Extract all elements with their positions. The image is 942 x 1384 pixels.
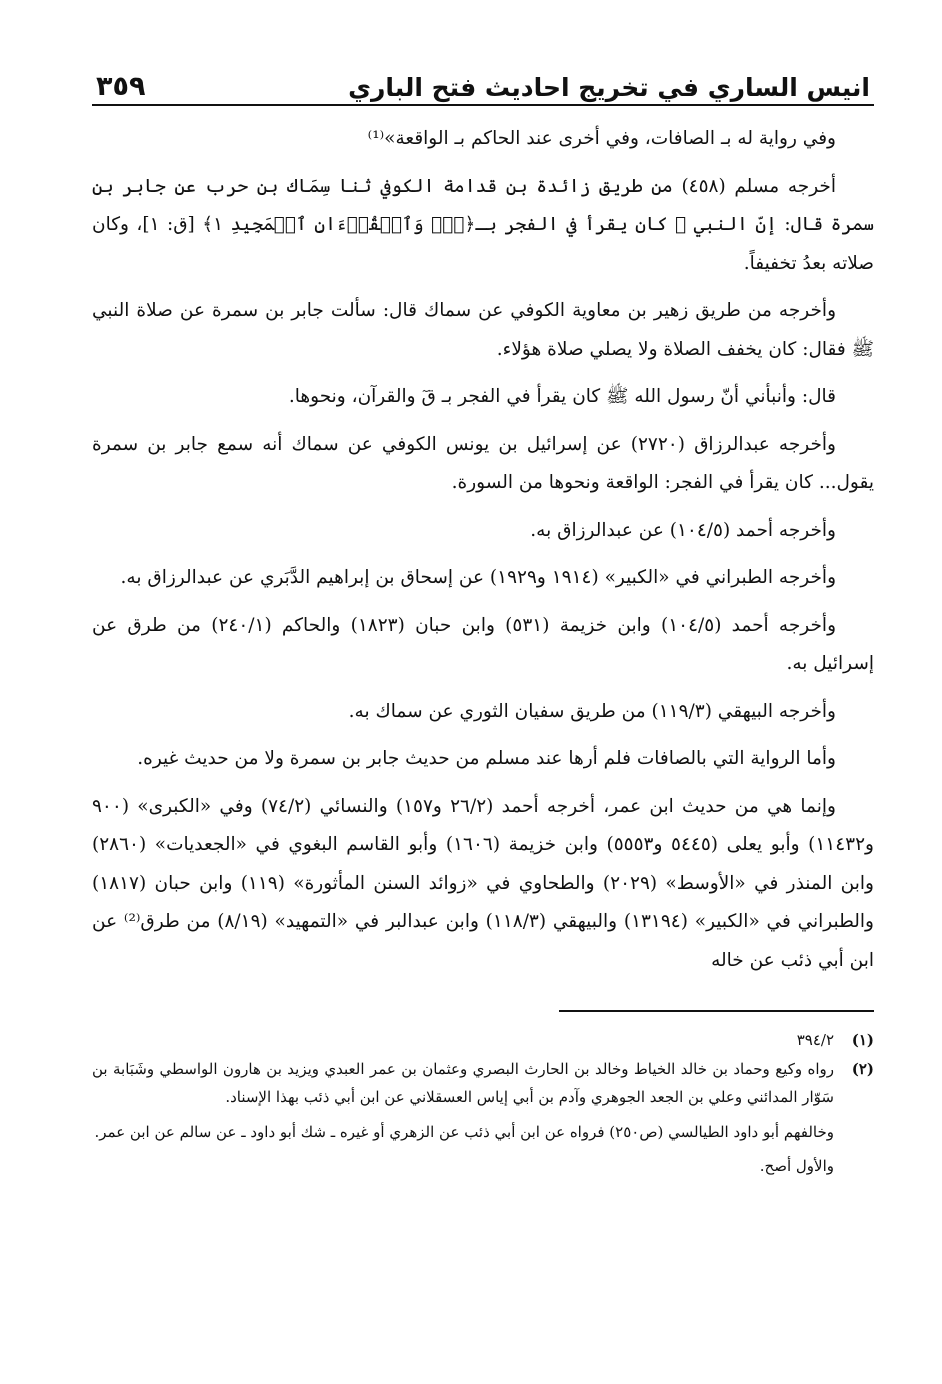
footnote-separator: [559, 1010, 874, 1012]
footnote-body: [92, 1026, 834, 1055]
paragraph: وأخرجه عبدالرزاق (٢٧٢٠) عن إسرائيل بن يونس الكوفي عن سماك أنه سمع جابر بن سمرة يقول... كان يقرأ في الفجر: الواقعة ونحوها من السورة.: [92, 433, 874, 493]
footnote-text: رواه وكيع وحماد بن خالد الخياط وخالد بن الحارث البصري وعثمان بن عمر العبدي ويزيد بن هارون الواسطي وشَبَابة بن سَوّار المدائني وعلي بن الجعد الجوهري وآدم بن أبي إياس العسقلاني عن ابن أبي ذئب بهذا الإسناد.: [92, 1059, 834, 1106]
main-text: [92, 120, 874, 980]
footnote-body: [92, 1055, 834, 1181]
footnote-2: [92, 1055, 874, 1181]
paragraph: أخرجه مسلم (٤٥٨) من طريق زائدة بن قدامة الكوفي ثنا سِمَاك بن حرب عن جابر بن سمرة قال: إنّ النبي ﷺ كان يقرأ في الفجر بـ﴿قٓۚ وَٱلۡقُرۡءَانِ ٱلۡمَجِيدِ ١﴾ [ق: ١]، وكان صلاته بعدُ تخفيفاً.: [92, 175, 874, 274]
page-number: ٣٥٩: [96, 71, 146, 102]
paragraph: وإنما هي من حديث ابن عمر، أخرجه أحمد (٢٦/٢ و١٥٧) والنسائي (٧٤/٢) وفي «الكبرى» (٩٠٠ و١١٤٣٢) وأبو يعلى (٥٤٤٥ و٥٥٥٣) وابن خزيمة (١٦٠٦) وأبو القاسم البغوي في «الجعديات» (٢٨٦٠) وابن المنذر في «الأوسط» (٢٠٢٩) والطحاوي في «زوائد السنن المأثورة» (١١٩) وابن حبان (١٨١٧) والطبراني في «الكبير» (١٣١٩٤) والبيهقي (١١٨/٣) وابن عبدالبر في «التمهيد» (٨/١٩) من طرق⁽²⁾ عن ابن أبي ذئب عن خاله: [92, 795, 874, 971]
paragraph: وفي رواية له بـ الصافات، وفي أخرى عند الحاكم بـ الواقعة»⁽¹⁾: [367, 128, 836, 149]
running-title: انيس الساري في تخريج احاديث فتح الباري: [348, 73, 870, 102]
paragraph: قال: وأنبأني أنّ رسول الله ﷺ كان يقرأ في الفجر بـ قٓ والقرآن، ونحوها.: [288, 386, 836, 407]
page-header: [92, 60, 874, 106]
paragraph: وأخرجه الطبراني في «الكبير» (١٩١٤ و١٩٢٩) عن إسحاق بن إبراهيم الدَّبَري عن عبدالرزاق به.: [120, 567, 836, 588]
paragraph: وأما الرواية التي بالصافات فلم أرها عند مسلم من حديث جابر بن سمرة ولا من حديث غيره.: [137, 748, 836, 769]
footnotes: [92, 1026, 874, 1181]
paragraph: وأخرجه البيهقي (١١٩/٣) من طريق سفيان الثوري عن سماك به.: [348, 700, 836, 722]
footnote-text: وخالفهم أبو داود الطيالسي (ص٢٥٠) فرواه عن ابن أبي ذئب عن الزهري أو غيره ـ شك أبو داود ـ عن سالم عن ابن عمر.: [94, 1122, 834, 1141]
footnote-number: (١): [851, 1031, 874, 1049]
footnote-text: والأول أصح.: [759, 1157, 834, 1175]
footnote-number: (٢): [851, 1059, 874, 1078]
paragraph: وأخرجه من طريق زهير بن معاوية الكوفي عن سماك قال: سألت جابر بن سمرة عن صلاة النبي ﷺ فقال: كان يخفف الصلاة ولا يصلي صلاة هؤلاء.: [92, 300, 874, 360]
paragraph: وأخرجه أحمد (١٠٤/٥) عن عبدالرزاق به.: [530, 519, 836, 541]
footnote-1: [92, 1026, 874, 1055]
book-page: [92, 60, 874, 1181]
paragraph: وأخرجه أحمد (١٠٤/٥) وابن خزيمة (٥٣١) وابن حبان (١٨٢٣) والحاكم (٢٤٠/١) من طرق عن إسرائيل به.: [92, 614, 874, 674]
footnote-text: ٣٩٤/٢: [796, 1031, 834, 1049]
